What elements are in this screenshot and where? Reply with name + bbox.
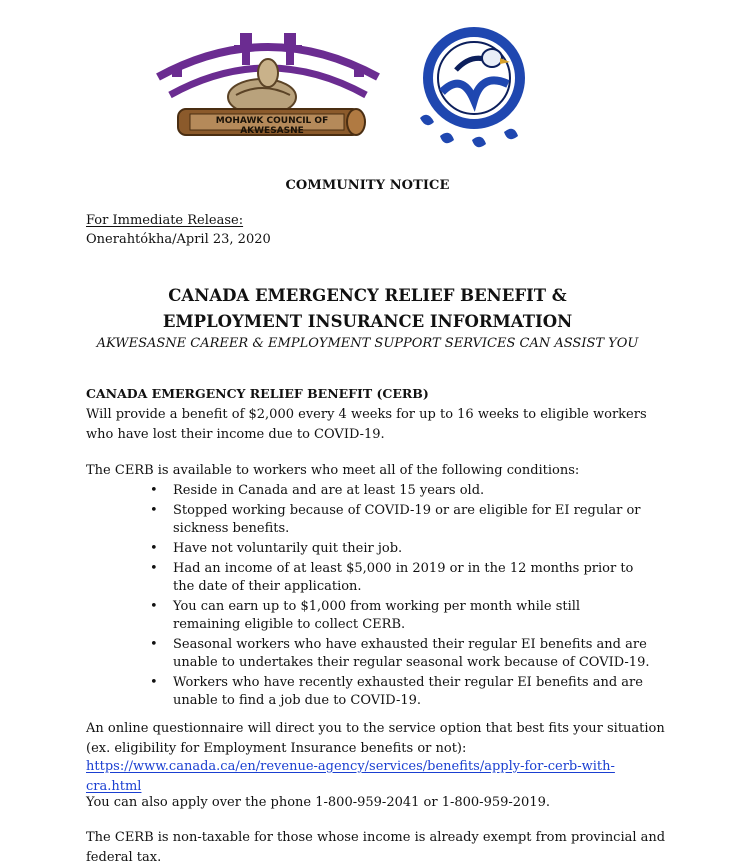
list-item: • Workers who have recently exhausted their regular EI benefits and are unable to find a job due to COVID-19. xyxy=(150,674,650,710)
cerb-heading: CANADA EMERGENCY RELIEF BENEFIT (CERB) xyxy=(86,386,429,401)
cerb-conditions-list xyxy=(150,482,650,712)
phone-text: You can also apply over the phone 1-800-959-2041 or 1-800-959-2019. xyxy=(86,795,550,810)
list-item: • Have not voluntarily quit their job. xyxy=(150,540,650,558)
notice-title: COMMUNITY NOTICE xyxy=(285,178,450,193)
cerb-intro: Will provide a benefit of $2,000 every 4 weeks for up to 16 weeks to eligible workers who have lost their income due to COVID-19. xyxy=(86,407,647,442)
mohawk-council-logo-text: MOHAWK COUNCIL OF AKWESASNE xyxy=(215,116,329,136)
cerb-application-link[interactable]: https://www.canada.ca/en/revenue-agency/services/benefits/apply-for-cerb-with-cra.html xyxy=(86,759,615,794)
release-label: For Immediate Release: xyxy=(86,213,244,228)
headline-line-2: EMPLOYMENT INSURANCE INFORMATION xyxy=(162,312,573,331)
list-item: • You can earn up to $1,000 from working per month while still remaining eligible to collect CERB. xyxy=(150,598,650,634)
list-item: • Reside in Canada and are at least 15 years old. xyxy=(150,482,650,500)
headline-subtitle: AKWESASNE CAREER & EMPLOYMENT SUPPORT SERVICES CAN ASSIST YOU xyxy=(96,336,639,351)
headline-line-1: CANADA EMERGENCY RELIEF BENEFIT & xyxy=(168,286,567,305)
list-item: • Seasonal workers who have exhausted their regular EI benefits and are unable to undertakes their regular seasonal work because of COVID-19. xyxy=(150,636,650,672)
questionnaire-text: An online questionnaire will direct you to the service option that best fits your situation (ex. eligibility for Employment Insurance benefits or not): xyxy=(86,721,665,756)
cerb-conditions-intro: The CERB is available to workers who meet all of the following conditions: xyxy=(86,463,580,478)
cerb-link-row xyxy=(86,757,666,797)
list-item: • Stopped working because of COVID-19 or are eligible for EI regular or sickness benefits. xyxy=(150,502,650,538)
logo-banner xyxy=(0,0,735,170)
list-item: • Had an income of at least $5,000 in 2019 or in the 12 months prior to the date of their application. xyxy=(150,560,650,596)
eagle-emblem-icon xyxy=(412,22,534,154)
release-date: Onerahtókha/April 23, 2020 xyxy=(86,232,271,247)
tax-text: The CERB is non-taxable for those whose income is already exempt from provincial and federal tax. xyxy=(86,830,666,865)
